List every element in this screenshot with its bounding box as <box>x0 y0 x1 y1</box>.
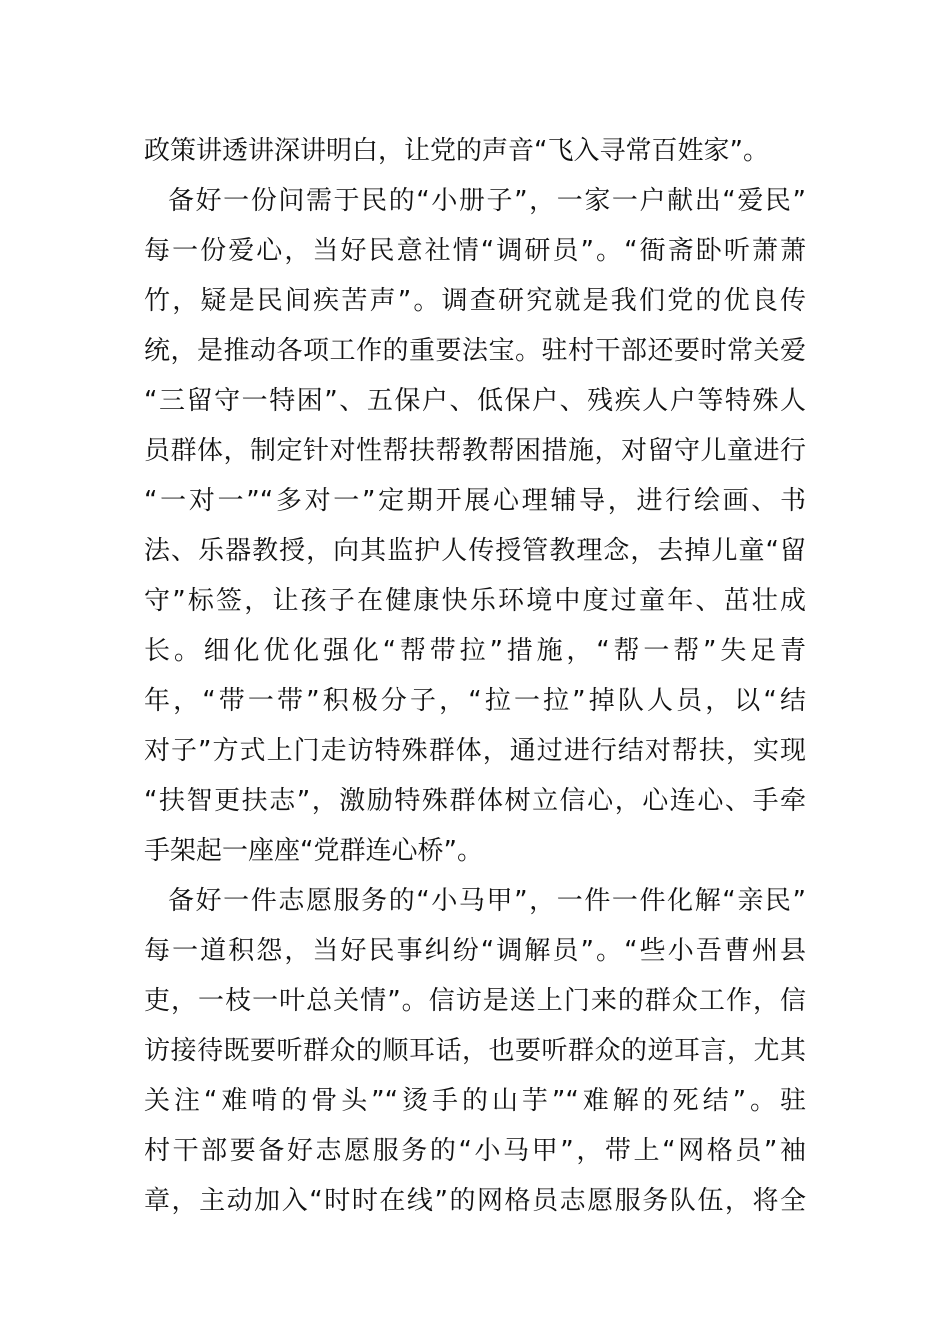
text-line: “扶智更扶志”，激励特殊群体树立信心，心连心、手牵 <box>144 786 806 816</box>
text-line: 吏，一枝一叶总关情”。信访是送上门来的群众工作，信 <box>144 986 806 1016</box>
text-line: “三留守一特困”、五保户、低保户、残疾人户等特殊人 <box>144 386 806 416</box>
text-line: 长。细化优化强化“帮带拉”措施，“帮一帮”失足青 <box>144 636 806 666</box>
text-line: “一对一”“多对一”定期开展心理辅导，进行绘画、书 <box>144 486 806 516</box>
text-line: 每一道积怨，当好民事纠纷“调解员”。“些小吾曹州县 <box>144 936 806 966</box>
text-line: 员群体，制定针对性帮扶帮教帮困措施，对留守儿童进行 <box>144 436 806 466</box>
text-line: 对子”方式上门走访特殊群体，通过进行结对帮扶，实现 <box>144 736 806 766</box>
text-line: 竹，疑是民间疾苦声”。调查研究就是我们党的优良传 <box>144 286 806 316</box>
text-line: 章，主动加入“时时在线”的网格员志愿服务队伍，将全 <box>144 1186 806 1216</box>
text-line: 每一份爱心，当好民意社情“调研员”。“衙斋卧听萧萧 <box>144 236 806 266</box>
text-line: 访接待既要听群众的顺耳话，也要听群众的逆耳言，尤其 <box>144 1036 806 1066</box>
text-line: 关注“难啃的骨头”“烫手的山芋”“难解的死结”。驻 <box>144 1086 806 1116</box>
text-line: 法、乐器教授，向其监护人传授管教理念，去掉儿童“留 <box>144 536 806 566</box>
text-line: 备好一份问需于民的“小册子”，一家一户献出“爱民” <box>168 186 806 216</box>
text-line: 统，是推动各项工作的重要法宝。驻村干部还要时常关爱 <box>144 336 806 366</box>
text-line: 守”标签，让孩子在健康快乐环境中度过童年、茁壮成 <box>144 586 806 616</box>
text-line: 备好一件志愿服务的“小马甲”，一件一件化解“亲民” <box>168 886 806 916</box>
text-line: 政策讲透讲深讲明白，让党的声音“飞入寻常百姓家”。 <box>144 136 769 166</box>
text-line: 手架起一座座“党群连心桥”。 <box>144 836 483 866</box>
text-line: 年，“带一带”积极分子，“拉一拉”掉队人员，以“结 <box>144 686 806 716</box>
text-line: 村干部要备好志愿服务的“小马甲”，带上“网格员”袖 <box>144 1136 806 1166</box>
body-text <box>144 126 806 1226</box>
